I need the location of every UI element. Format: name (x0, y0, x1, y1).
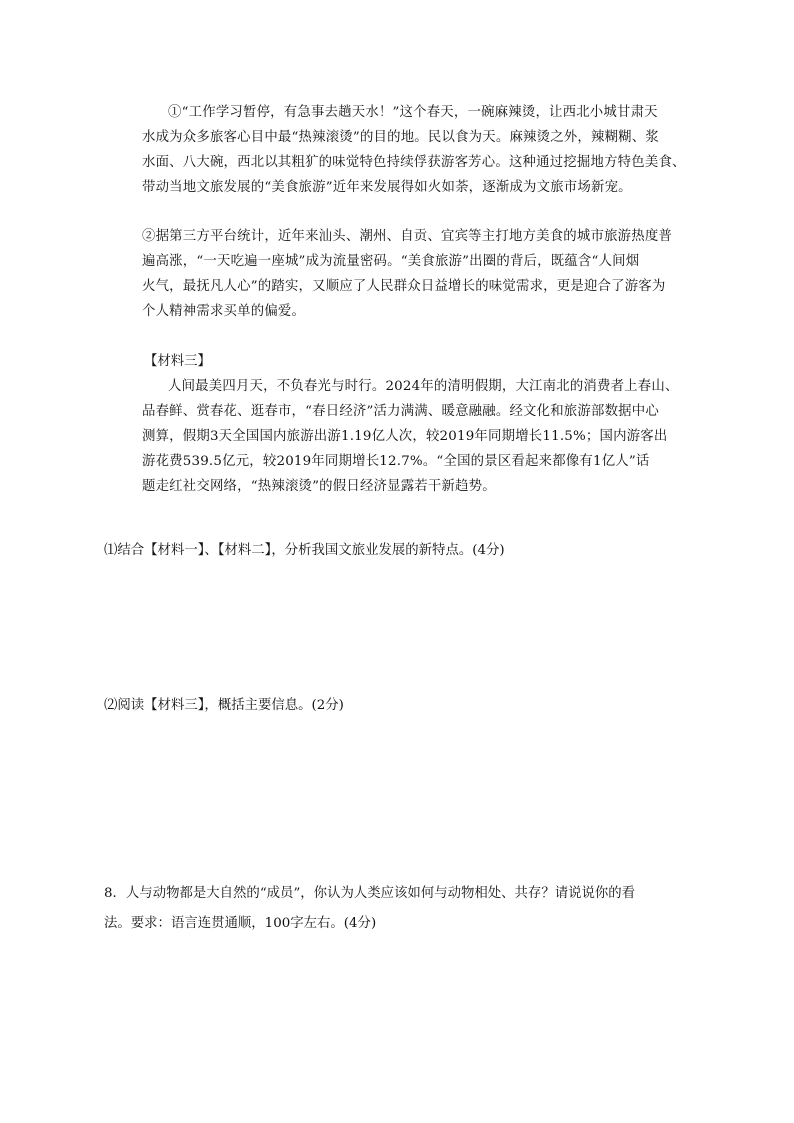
text-line: 游花费539.5亿元，较2019年同期增长12.7%。“全国的景区看起来都像有1亿人”话 (142, 454, 650, 469)
material3-heading: 【材料三】 (144, 354, 211, 369)
text-line: 水成为众多旅客心目中最“热辣滚烫”的目的地。民以食为天。麻辣烫之外，辣糊糊、浆 (142, 130, 659, 145)
text-line: ①“工作学习暂停，有急事去趟天水！”这个春天，一碗麻辣烫，让西北小城甘肃天 (168, 105, 658, 120)
question-1: ⑴结合【材料一】、【材料二】，分析我国文旅业发展的新特点。(4分) (104, 543, 505, 558)
text-line: 测算，假期3天全国国内旅游出游1.19亿人次，较2019年同期增长11.5%；国内游客出 (142, 429, 668, 444)
text-line: ②据第三方平台统计，近年来汕头、潮州、自贡、宜宾等主打地方美食的城市旅游热度普 (142, 229, 673, 244)
material3-paragraph (142, 374, 682, 499)
text-line: 8．人与动物都是大自然的“成员”，你认为人类应该如何与动物相处、共存？请说说你的看 (104, 886, 636, 901)
text-line: 个人精神需求买单的偏爱。 (142, 304, 306, 319)
text-line: 水面、八大碗，西北以其粗犷的味觉特色持续俘获游客芳心。这种通过挖掘地方特色美食、 (142, 155, 686, 170)
question-2: ⑵阅读【材料三】，概括主要信息。(2分) (104, 698, 344, 713)
text-line: 法。要求：语言连贯通顺，100字左右。(4分) (104, 916, 377, 931)
text-line: 带动当地文旅发展的“美食旅游”近年来发展得如火如荼，逐渐成为文旅市场新宠。 (142, 180, 632, 195)
question-8 (104, 879, 635, 939)
text-line: 品春鲜、赏春花、逛春市，“春日经济”活力满满、暖意融融。经文化和旅游部数据中心 (142, 404, 659, 419)
material2-paragraph-2 (142, 224, 682, 324)
material2-paragraph-1 (142, 100, 686, 200)
text-line: 人间最美四月天，不负春光与时行。2024年的清明假期，大江南北的消费者上春山、 (168, 379, 679, 394)
text-line: 遍高涨，“一天吃遍一座城”成为流量密码。“美食旅游”出圈的背后，既蕴含“人间烟 (142, 254, 640, 269)
text-line: 题走红社交网络，“热辣滚烫”的假日经济显露若干新趋势。 (142, 479, 496, 494)
text-line: 火气，最抚凡人心”的踏实，又顺应了人民群众日益增长的味觉需求，更是迎合了游客为 (142, 279, 666, 294)
